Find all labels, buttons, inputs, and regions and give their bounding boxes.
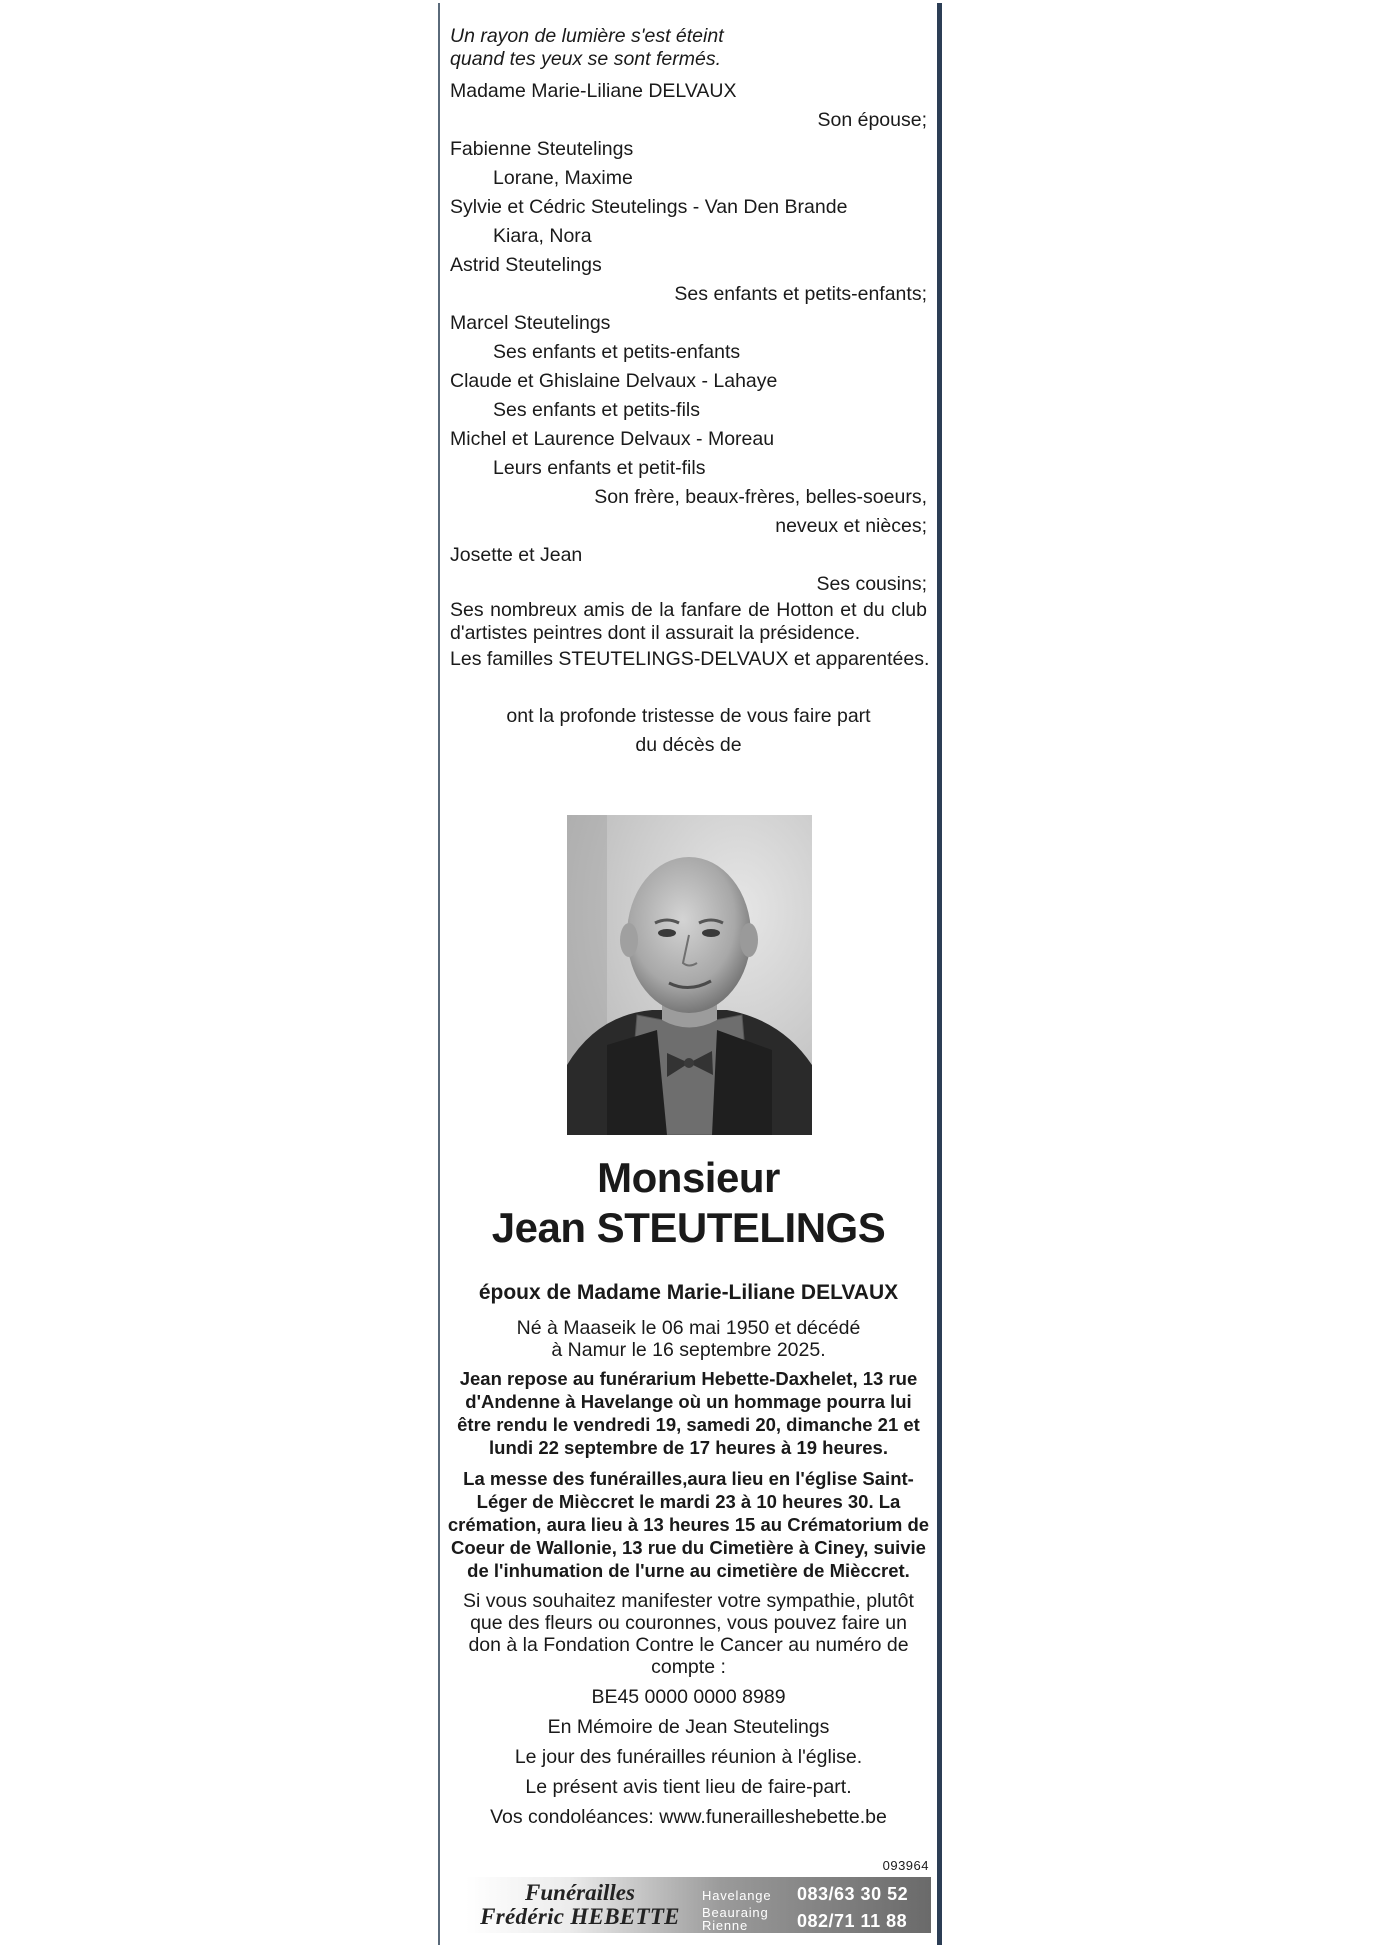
memo-line: En Mémoire de Jean Steutelings [547,1716,830,1738]
portrait-image [567,815,812,1135]
friends-text: Ses nombreux amis de la fanfare de Hotton et du club d'artistes peintres dont il assurait la présidence. [450,599,927,644]
deceased-portrait [567,815,812,1135]
child-name: Sylvie et Cédric Steutelings - Van Den Brande [450,196,848,218]
contact-city: Havelange [702,1888,772,1903]
reference-number: 093964 [882,1858,929,1873]
sibling-name: Marcel Steutelings [450,312,611,334]
cousins-name: Josette et Jean [450,544,583,566]
funeral-home-brand [470,1881,690,1929]
brand-line-1: Funérailles [525,1880,635,1905]
families-line: Les familles STEUTELINGS-DELVAUX et apparentées. [450,648,930,670]
wife-name: Madame Marie-Liliane DELVAUX [450,80,737,102]
contact-city: Rienne [702,1918,748,1933]
deceased-name: Jean STEUTELINGS [491,1204,886,1251]
deceased-title: Monsieur [597,1154,780,1201]
reunion-line: Le jour des funérailles réunion à l'église. [514,1746,863,1768]
deceased-spouse: époux de Madame Marie-Liliane DELVAUX [478,1281,899,1304]
children-role: Ses enfants et petits-enfants; [674,283,927,305]
contact-phone: 082/71 11 88 [797,1911,908,1931]
wife-role: Son épouse; [817,109,927,131]
deceased-block [440,1153,937,1828]
siblings-role-2: neveux et nièces; [775,515,927,537]
account-number: BE45 0000 0000 8989 [591,1686,786,1708]
poem-line-1: Un rayon de lumière s'est éteint [450,25,724,47]
death-line: à Namur le 16 septembre 2025. [551,1339,826,1361]
brand-line-2: Frédéric HEBETTE [480,1904,680,1929]
condolences-line: Vos condoléances: www.funerailleshebette.be [490,1806,887,1828]
sympathy-text: Si vous souhaitez manifester votre sympathie, plutôt que des fleurs ou couronnes, vous pouvez faire un don à la Fondation Contre le Cancer au numéro de compte : [463,1590,914,1678]
poem-line-2: quand tes yeux se sont fermés. [450,48,721,70]
obituary-content [450,25,930,760]
obituary-panel [438,3,942,1945]
sibling-name: Michel et Laurence Delvaux - Moreau [450,428,775,450]
sibling-descendants: Ses enfants et petits-fils [493,399,701,421]
announcement-line-1: ont la profonde tristesse de vous faire part [506,705,871,727]
sibling-descendants: Leurs enfants et petit-fils [493,457,706,479]
contact-phone: 083/63 30 52 [797,1884,909,1904]
rest-details: Jean repose au funérarium Hebette-Daxhelet, 13 rue d'Andenne à Havelange où un hommage pourra lui être rendu le vendredi 19, samedi 20, dimanche 21 et lundi 22 septembre de 17 heures à 19 heures. [457,1368,920,1458]
funeral-home-banner [466,1877,931,1933]
contact-city: Beauraing [702,1905,769,1920]
grandchildren: Lorane, Maxime [493,167,633,189]
sibling-descendants: Ses enfants et petits-enfants [493,341,741,363]
sibling-name: Claude et Ghislaine Delvaux - Lahaye [450,370,778,392]
birth-line: Né à Maaseik le 06 mai 1950 et décédé [516,1317,861,1339]
announcement-line-2: du décès de [635,734,742,756]
child-name: Fabienne Steutelings [450,138,634,160]
grandchildren: Kiara, Nora [493,225,592,247]
child-name: Astrid Steutelings [450,254,602,276]
siblings-role-1: Son frère, beaux-frères, belles-soeurs, [594,486,927,508]
funeral-home-contacts [702,1883,925,1933]
cousins-role: Ses cousins; [816,573,927,595]
notice-line: Le présent avis tient lieu de faire-part. [525,1776,852,1798]
mass-details: La messe des funérailles,aura lieu en l'église Saint-Léger de Mièccret le mardi 23 à 10 heures 30. La crémation, aura lieu à 13 heures 15 au Crématorium de Coeur de Wallonie, 13 rue du Cimetière à Ciney, suivie de l'inhumation de l'urne au cimetière de Mièccret. [447,1468,930,1581]
contact-row [702,1905,925,1933]
